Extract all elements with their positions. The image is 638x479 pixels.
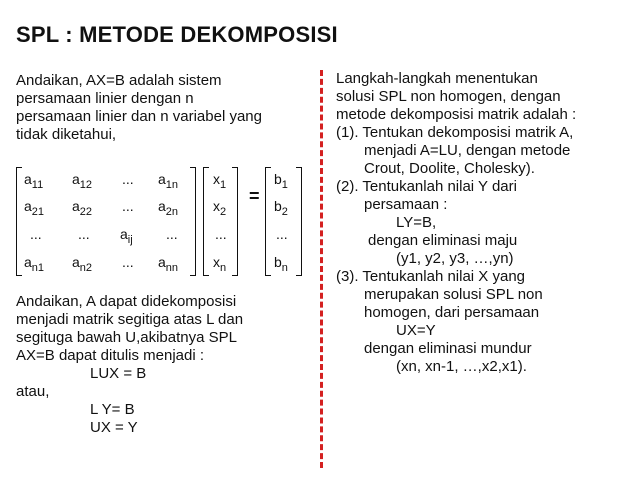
intro-line: persamaan linier dengan n — [16, 90, 194, 107]
vector-x-right-bracket — [232, 167, 238, 276]
steps-line: merupakan solusi SPL non — [364, 286, 543, 303]
atau-label: atau, — [16, 383, 50, 400]
matrix-a-cell: $a_{2n}$ — [158, 198, 179, 218]
page-title: SPL : METODE DEKOMPOSISI — [16, 22, 338, 47]
matrix-a-cell: $a_{22}$ — [72, 198, 93, 218]
decomp-line: AX=B dapat ditulis menjadi : — [16, 347, 205, 364]
matrix-a-cell: ... — [30, 226, 42, 242]
equation-ly: L Y= B — [90, 401, 135, 418]
matrix-a-cell: ... — [122, 254, 134, 270]
steps-line: homogen, dari persamaan — [364, 304, 540, 321]
vector-x-cell: $x_2$ — [213, 198, 227, 218]
intro-paragraph — [16, 72, 262, 144]
matrix-a-cell: $a_{nn}$ — [158, 254, 179, 274]
matrix-a-right-bracket — [190, 167, 196, 276]
matrix-a-cell: $a_{12}$ — [72, 171, 93, 191]
vector-b-left-bracket — [265, 167, 271, 276]
vector-x-cell: ... — [215, 226, 227, 242]
vector-b-right-bracket — [296, 167, 302, 276]
matrix-a-cell: $a_{ij}$ — [120, 226, 133, 246]
vector-x-cell: $x_1$ — [213, 171, 227, 191]
steps-line: metode dekomposisi matrik adalah : — [336, 106, 577, 123]
matrix-a-cell: ... — [166, 226, 178, 242]
steps-line: dengan eliminasi mundur — [364, 340, 532, 357]
matrix-a-cell: $a_{n2}$ — [72, 254, 93, 274]
decomp-line: menjadi matrik segitiga atas L dan — [16, 311, 244, 328]
matrix-a-cell: ... — [78, 226, 90, 242]
steps-line: Langkah-langkah menentukan — [336, 70, 538, 87]
matrix-a-cell: $a_{11}$ — [24, 171, 44, 191]
steps-line: (xn, xn-1, …,x2,x1). — [396, 358, 527, 375]
matrix-a-cell: $a_{1n}$ — [158, 171, 179, 191]
vector-b-cell: ... — [276, 226, 288, 242]
equation-ly-b: LY=B, — [396, 214, 437, 231]
intro-line: Andaikan, AX=B adalah sistem — [16, 72, 222, 89]
equation-ux-y: UX=Y — [396, 322, 436, 339]
steps-line: (y1, y2, y3, …,yn) — [396, 250, 514, 267]
matrix-a-left-bracket — [16, 167, 22, 276]
step-2: (2). Tentukanlah nilai Y dari — [336, 178, 517, 195]
equation-lux: LUX = B — [90, 365, 147, 382]
matrix-a-cell: $a_{n1}$ — [24, 254, 45, 274]
vector-b-cell: $b_1$ — [274, 171, 288, 191]
step-3: (3). Tentukanlah nilai X yang — [336, 268, 526, 285]
steps-line: menjadi A=LU, dengan metode — [364, 142, 571, 159]
matrix-a-cell: $a_{21}$ — [24, 198, 45, 218]
step-1: (1). Tentukan dekomposisi matrik A, — [336, 124, 574, 141]
equals-sign: = — [249, 186, 260, 206]
steps-paragraph — [336, 70, 576, 376]
column-divider — [320, 70, 323, 468]
decomp-line: Andaikan, A dapat didekomposisi — [16, 293, 237, 310]
intro-line: tidak diketahui, — [16, 126, 117, 143]
decomp-line: segituga bawah U,akibatnya SPL — [16, 329, 237, 346]
steps-line: dengan eliminasi maju — [368, 232, 518, 249]
vector-b-cell: $b_2$ — [274, 198, 288, 218]
equation-ux: UX = Y — [90, 419, 138, 436]
decomposition-paragraph — [16, 293, 243, 437]
steps-line: persamaan : — [364, 196, 448, 213]
steps-line: solusi SPL non homogen, dengan — [336, 88, 561, 105]
steps-line: Crout, Doolite, Cholesky). — [364, 160, 535, 177]
vector-x-left-bracket — [203, 167, 209, 276]
matrix-a-cell: ... — [122, 171, 134, 187]
matrix-a-cell: ... — [122, 198, 134, 214]
vector-b-cell: $b_n$ — [274, 254, 288, 274]
vector-x-cell: $x_n$ — [213, 254, 227, 274]
intro-line: persamaan linier dan n variabel yang — [16, 108, 262, 125]
